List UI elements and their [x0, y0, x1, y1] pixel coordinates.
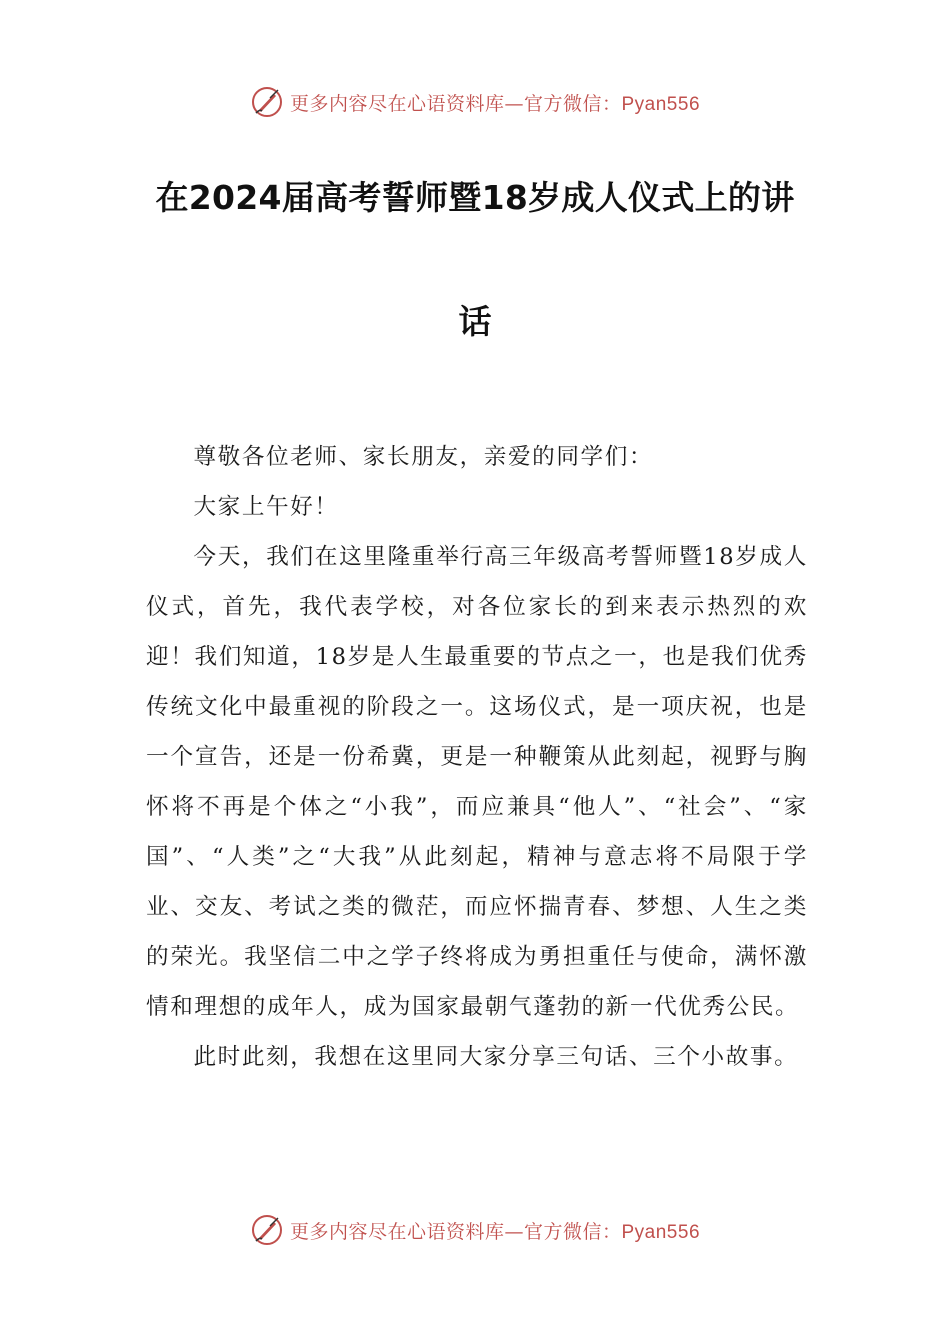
- watermark-text: 更多内容尽在心语资料库—官方微信：Pyan556: [289, 92, 701, 115]
- quill-pen-icon: [250, 1213, 284, 1247]
- wechat-id: Pyan556: [621, 93, 701, 115]
- footer-watermark: [0, 1210, 950, 1250]
- salutation-paragraph: 尊敬各位老师、家长朋友，亲爱的同学们：: [193, 444, 654, 470]
- watermark-text: 更多内容尽在心语资料库—官方微信：Pyan556: [289, 1220, 701, 1243]
- body-paragraph: 此时此刻，我想在这里同大家分享三句话、三个小故事。: [193, 1044, 799, 1070]
- body-paragraph: 今天，我们在这里隆重举行高三年级高考誓师暨18岁成人仪式，首先，我代表学校，对各位家长的到来表示热烈的欢迎！我们知道，18岁是人生最重要的节点之一，也是我们优秀传统文化中最重视的阶段之一。这场仪式，是一项庆祝，也是一个宣告，还是一份希冀，更是一种鞭策从此刻起，视野与胸怀将不再是个体之“小我”，而应兼具“他人”、“社会”、“家国”、“人类”之“大我”从此刻起，精神与意志将不局限于学业、交友、考试之类的微茫，而应怀揣青春、梦想、人生之类的荣光。我坚信二中之学子终将成为勇担重任与使命，满怀激情和理想的成年人，成为国家最朝气蓬勃的新一代优秀公民。: [146, 544, 808, 1020]
- document-body: [146, 432, 808, 1082]
- document-title-line-2: 话: [458, 302, 492, 341]
- quill-pen-icon: [250, 85, 284, 119]
- header-watermark: [0, 82, 950, 122]
- document-title-line-1: 在2024届高考誓师暨18岁成人仪式上的讲: [155, 178, 795, 217]
- wechat-id: Pyan556: [621, 1221, 701, 1243]
- greeting-paragraph: 大家上午好！: [193, 494, 339, 520]
